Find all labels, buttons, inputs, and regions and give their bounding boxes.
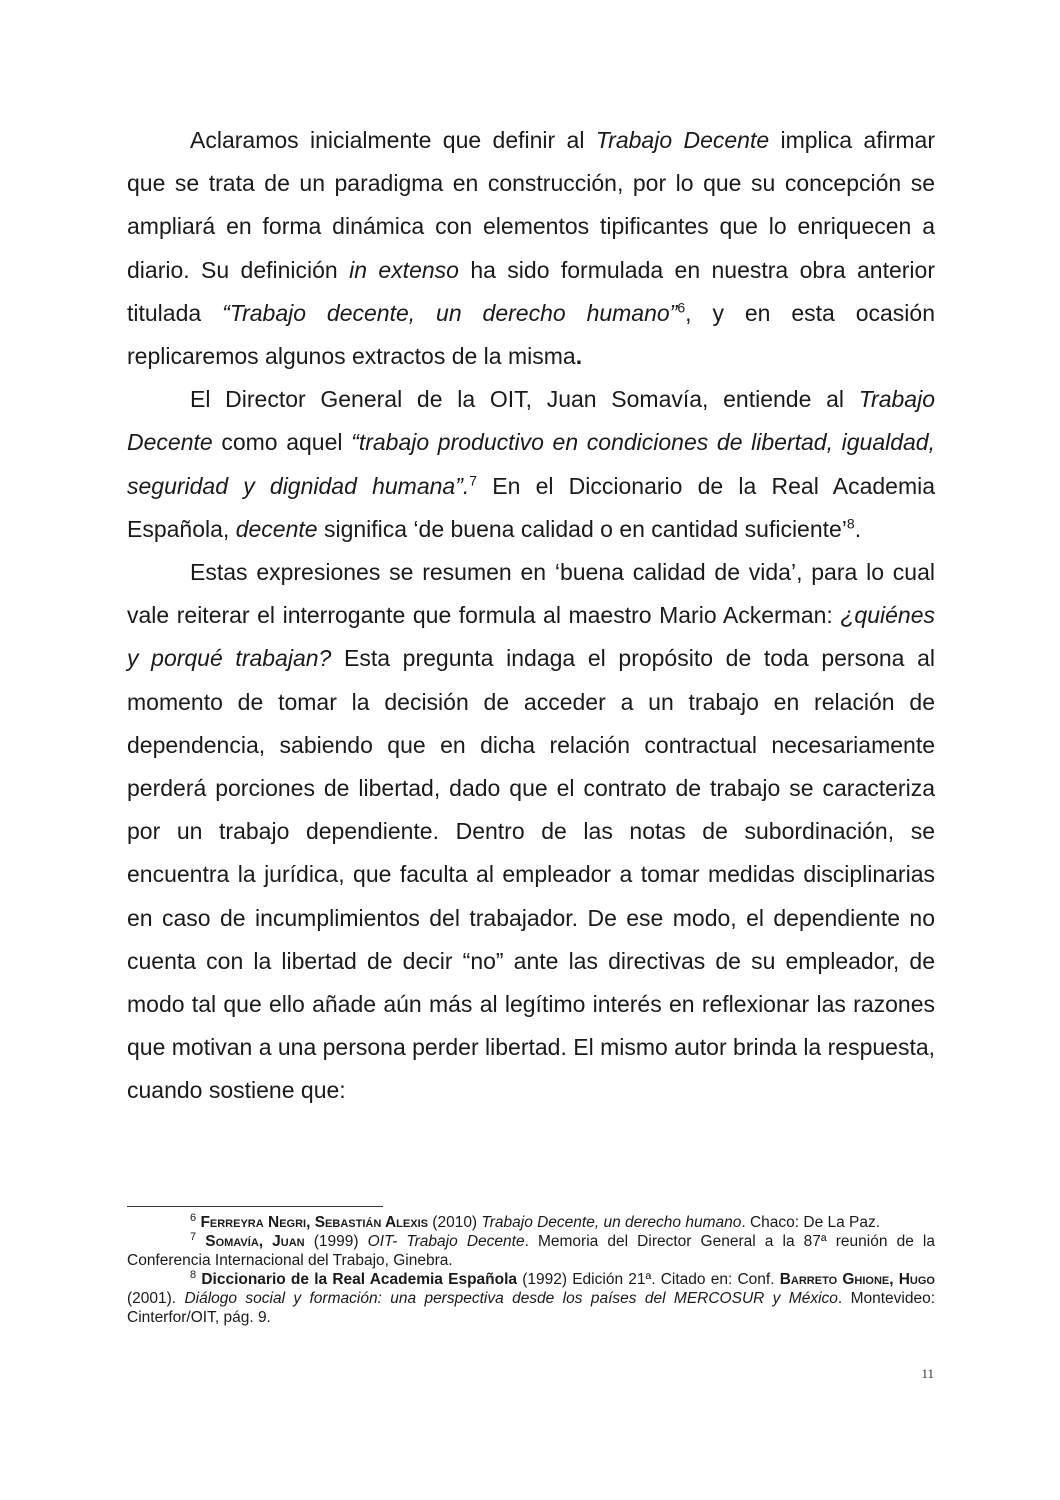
text-run: (2001). xyxy=(127,1290,185,1307)
text-run: (1992) Edición 21ª. Citado en: Conf. xyxy=(517,1271,780,1288)
italic-quote: “Trabajo decente, un derecho humano” xyxy=(222,299,678,326)
italic-term: Trabajo Decente xyxy=(595,127,770,153)
footnote-title: OIT- Trabajo Decente xyxy=(367,1233,525,1250)
footnote-number: 7 xyxy=(190,1230,197,1243)
footnote-source: Diccionario de la Real Academia Española xyxy=(201,1271,518,1288)
text-run: El Director General de la OIT, Juan Somavía, entiende al xyxy=(190,386,859,413)
footnote-title: Diálogo social y formación: una perspectiva desde los países del MERCOSUR y México xyxy=(184,1290,838,1307)
text-run: . xyxy=(854,515,862,542)
text-run: como aquel xyxy=(212,429,352,456)
text-run: Estas expresiones se resumen en ‘buena calidad de vida’, para lo cual vale reiterar el interrogante que formula al maestro Mario Ackerman: xyxy=(127,559,935,629)
text-run: ha sido formulada en nuestra obra anterior titulada xyxy=(127,256,935,326)
body-text xyxy=(127,119,935,1113)
footnote-author: Somavía, Juan xyxy=(205,1233,305,1250)
footnote-8 xyxy=(127,1270,935,1327)
paragraph-3 xyxy=(127,551,935,1113)
text-run: En el Diccionario de la Real Academia Española, xyxy=(127,472,936,542)
text-run: , y en esta ocasión replicaremos algunos extractos de la misma xyxy=(127,299,935,370)
footnotes xyxy=(127,1213,935,1327)
footnote-title: Trabajo Decente, un derecho humano xyxy=(481,1214,742,1231)
page-number: 11 xyxy=(921,1366,934,1381)
italic-question: ¿quiénes y porqué trabajan? xyxy=(127,602,935,672)
text-run: . Chaco: De La Paz. xyxy=(741,1214,881,1231)
text-run: (2010) xyxy=(427,1214,482,1231)
footnote-7 xyxy=(127,1232,935,1270)
text-run: significa ‘de buena calidad o en cantidad suficiente’ xyxy=(317,515,847,542)
footnote-number: 6 xyxy=(190,1211,197,1224)
text-run: (1999) xyxy=(304,1233,368,1250)
text-run: . Montevideo: Cinterfor/OIT, pág. 9. xyxy=(127,1290,936,1326)
paragraph-1 xyxy=(127,119,935,378)
italic-term: decente xyxy=(235,515,318,542)
footnote-ref-8: 8 xyxy=(846,515,855,532)
italic-term: in extenso xyxy=(349,256,459,283)
text-run: Esta pregunta indaga el propósito de toda persona al momento de tomar la decisión de acceder a un trabajo en relación de dependencia, sabiendo que en dicha relación contractual necesariamente perderá porciones de libertad, dado que el contrato de trabajo se caracteriza por un trabajo dependiente. Dentro de las notas de subordinación, se encuentra la jurídica, que faculta al empleador a tomar medidas disciplinarias en caso de incumplimientos del trabajador. De ese modo, el dependiente no cuenta con la libertad de decir “no” ante las directivas de su empleador, de modo tal que ello añade aún más al legítimo interés en reflexionar las razones que motivan a una persona perder libertad. El mismo autor brinda la respuesta, cuando sostiene que: xyxy=(127,645,936,1104)
footnote-number: 8 xyxy=(190,1268,197,1281)
text-run: implica afirmar que se trata de un paradigma en construcción, por lo que su concepción se ampliará en forma dinámica con elementos tipificantes que lo enriquecen a diario. Su definición xyxy=(127,127,935,283)
footnote-author: Barreto Ghione, Hugo xyxy=(779,1271,935,1288)
italic-term: Trabajo Decente xyxy=(127,386,935,456)
paragraph-2 xyxy=(127,378,935,551)
text-run: . xyxy=(575,343,583,370)
footnote-separator xyxy=(127,1206,383,1207)
italic-quote: “trabajo productivo en condiciones de libertad, igualdad, seguridad y dignidad humana”. xyxy=(127,429,935,499)
footnote-author: Ferreyra Negri, Sebastián Alexis xyxy=(200,1214,428,1231)
text-run: . Memoria del Director General a la 87ª reunión de la Conferencia Internacional del Trabajo, Ginebra. xyxy=(127,1233,935,1269)
footnote-ref-7: 7 xyxy=(469,471,478,488)
footnote-ref-6: 6 xyxy=(677,299,686,316)
footnote-6 xyxy=(127,1213,935,1232)
text-run: Aclaramos inicialmente que definir al xyxy=(190,127,596,153)
